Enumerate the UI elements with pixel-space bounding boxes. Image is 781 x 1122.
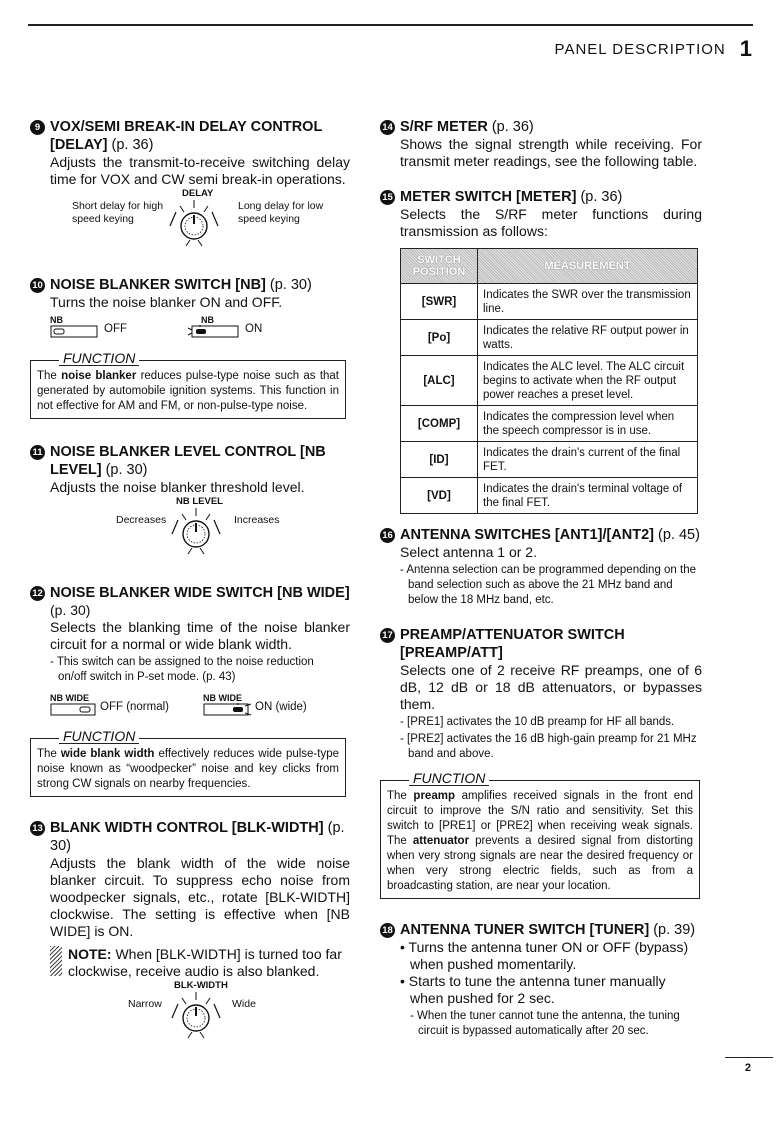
right-column <box>380 118 702 1057</box>
item-number: 15 <box>380 190 395 205</box>
nb-wide-switch-diagram <box>50 693 350 720</box>
switch-label: NB <box>201 315 214 325</box>
page-ref: (p. 39) <box>653 922 696 938</box>
top-rule <box>28 24 753 26</box>
item-title: METER SWITCH [METER] <box>400 189 577 205</box>
table-cell-position: [ID] <box>401 442 478 478</box>
item-title: NOISE BLANKER SWITCH [NB] <box>50 277 266 293</box>
function-text-pre: The <box>37 370 62 382</box>
knob-icon <box>170 506 222 562</box>
item-number: 13 <box>30 821 45 836</box>
table-cell-measurement: Indicates the ALC level. The ALC circuit begins to activate when the RF output power reaches a preset level. <box>478 356 698 406</box>
function-text: effectively reduces wide pulse-type noise known as “woodpecker” noise and key clicks from strong CW signals on nearby frequencies. <box>37 748 340 790</box>
table-cell-position: [ALC] <box>401 356 478 406</box>
item-description: Selects one of 2 receive RF preamps, one of 6 dB, 12 dB or 18 dB attenuators, or bypasses them. <box>400 662 702 712</box>
page-ref: (p. 30) <box>50 602 91 618</box>
footer-rule <box>725 1057 773 1058</box>
item-title: ANTENNA SWITCHES [ANT1]/[ANT2] <box>400 527 655 543</box>
switch-on-icon <box>203 703 253 717</box>
page-ref: (p. 30) <box>269 277 312 293</box>
item-nb-level <box>30 443 350 566</box>
item-description: Selects the S/RF meter functions during transmission as follows: <box>400 206 702 239</box>
nb-switch-diagram <box>50 315 350 342</box>
item-sub-note: - When the tuner cannot tune the antenna, the tuning circuit is bypassed automatically after 20 sec. <box>410 1010 680 1037</box>
page-ref: (p. 30) <box>105 462 148 478</box>
switch-on-label: ON <box>245 322 263 335</box>
blk-width-knob-diagram <box>50 980 350 1050</box>
table-row <box>401 320 698 356</box>
item-title: PREAMP/ATTENUATOR SWITCH [PREAMP/ATT] <box>400 627 625 661</box>
item-preamp-att <box>380 626 702 762</box>
item-delay-control <box>30 118 350 258</box>
item-sub-note: - [PRE1] activates the 10 dB preamp for HF all bands. <box>400 716 675 728</box>
item-title: ANTENNA TUNER SWITCH [TUNER] <box>400 922 650 938</box>
function-bold: noise blanker <box>61 370 137 382</box>
function-title: FUNCTION <box>409 771 489 786</box>
switch-label: NB <box>50 315 63 325</box>
item-sub-note: - [PRE2] activates the 16 dB high-gain preamp for 21 MHz band and above. <box>400 733 697 760</box>
item-number: 14 <box>380 120 395 135</box>
function-box-noise-blanker <box>30 350 346 419</box>
bullet-item: • Turns the antenna tuner ON or OFF (bypass) when pushed momentarily. <box>400 939 689 972</box>
item-meter-switch <box>380 188 702 240</box>
item-description: Turns the noise blanker ON and OFF. <box>50 294 283 310</box>
table-cell-measurement: Indicates the relative RF output power in watts. <box>478 320 698 356</box>
page-header <box>555 36 753 62</box>
note-text: When [BLK-WIDTH] is turned too far clockwise, receive audio is also blanked. <box>68 946 342 979</box>
item-antenna-switches <box>380 526 702 608</box>
item-nb-switch <box>30 276 350 342</box>
knob-right-label: Increases <box>234 514 280 526</box>
function-text-pre: The <box>37 748 61 760</box>
function-text: reduces pulse-type noise such as that generated by automobile ignition systems. This function in not effective for AM and FM, or non-pulse-type noise. <box>37 370 339 412</box>
item-nb-wide <box>30 584 350 720</box>
function-title: FUNCTION <box>59 351 139 366</box>
table-cell-measurement: Indicates the drain's current of the final FET. <box>478 442 698 478</box>
item-title: BLANK WIDTH CONTROL [BLK-WIDTH] <box>50 820 324 836</box>
function-text: prevents a desired signal from distorting when very strong signals are near the desired frequency or when very strong electric fields, such as from a broadcasting station, are near your location. <box>387 835 693 892</box>
item-title: VOX/SEMI BREAK-IN DELAY CONTROL [DELAY] <box>50 119 323 153</box>
knob-title: DELAY <box>182 188 214 199</box>
function-text: amplifies received signals in the front end circuit to improve the S/N ratio and sensitivity. Set this switch to [PRE1] or [PRE2] when receiving weak signals. The <box>387 790 693 847</box>
knob-left-label: Narrow <box>128 998 162 1010</box>
table-row <box>401 356 698 406</box>
knob-title: NB LEVEL <box>176 496 223 507</box>
page-ref: (p. 36) <box>580 189 623 205</box>
knob-title: BLK-WIDTH <box>174 980 228 991</box>
item-antenna-tuner <box>380 921 702 1039</box>
item-number: 17 <box>380 628 395 643</box>
item-description: Adjusts the transmit-to-receive switching delay time for VOX and CW semi break-in operations. <box>50 154 350 187</box>
page-ref: (p. 36) <box>491 119 534 135</box>
item-sub-note-cont: on/off switch in P-set mode. (p. 43) <box>58 671 236 683</box>
chapter-number: 1 <box>739 36 753 61</box>
item-sub-note: - Antenna selection can be programmed depending on the band selection such as above the 21 MHz band and below the 18 MHz band, etc. <box>400 564 697 606</box>
item-number: 16 <box>380 528 395 543</box>
switch-label: NB WIDE <box>203 693 242 703</box>
function-text-pre: The <box>387 790 414 802</box>
item-number: 12 <box>30 586 45 601</box>
function-box-wide-blank <box>30 728 346 797</box>
item-blk-width <box>30 819 350 1050</box>
table-cell-position: [Po] <box>401 320 478 356</box>
meter-function-table <box>400 248 698 514</box>
left-column <box>30 118 350 1068</box>
knob-icon <box>168 198 220 254</box>
switch-label: NB WIDE <box>50 693 89 703</box>
delay-knob-diagram <box>50 188 350 258</box>
item-sub-note: - This switch can be assigned to the noise reduction <box>50 656 314 668</box>
switch-off-icon <box>50 703 96 717</box>
table-row <box>401 442 698 478</box>
item-srf-meter <box>380 118 702 170</box>
page-ref: (p. 30) <box>50 820 345 854</box>
knob-right-label: Long delay for low speed keying <box>238 200 324 225</box>
item-number: 9 <box>30 120 45 135</box>
bullet-item: • Starts to tune the antenna tuner manually when pushed for 2 sec. <box>400 973 666 1006</box>
switch-off-label: OFF (normal) <box>100 700 169 713</box>
item-description: Select antenna 1 or 2. <box>400 544 537 560</box>
item-number: 18 <box>380 923 395 938</box>
function-box-preamp <box>380 770 700 899</box>
note-icon <box>50 946 62 976</box>
switch-off-label: OFF <box>104 322 127 335</box>
item-number: 10 <box>30 278 45 293</box>
table-cell-measurement: Indicates the compression level when the speech compressor is in use. <box>478 406 698 442</box>
table-row <box>401 284 698 320</box>
note-label: NOTE: <box>68 946 112 962</box>
item-description: Adjusts the blank width of the wide noise blanker circuit. To suppress echo noise from woodpecker signals, etc., rotate [BLK-WIDTH] clockwise. The setting is effective when [NB WIDE] is ON. <box>50 855 350 939</box>
table-row <box>401 406 698 442</box>
knob-left-label: Short delay for high speed keying <box>72 200 164 225</box>
item-number: 11 <box>30 445 45 460</box>
function-bold: attenuator <box>412 835 470 847</box>
page-ref: (p. 45) <box>658 527 700 543</box>
header-title: PANEL DESCRIPTION <box>554 41 726 58</box>
item-description: Shows the signal strength while receiving. For transmit meter readings, see the following table. <box>400 136 702 169</box>
item-title: NOISE BLANKER WIDE SWITCH [NB WIDE] <box>50 585 350 601</box>
function-title: FUNCTION <box>59 729 139 744</box>
note-block <box>50 946 350 980</box>
table-cell-position: [SWR] <box>401 284 478 320</box>
switch-on-label: ON (wide) <box>255 700 307 713</box>
switch-off-icon <box>50 325 102 339</box>
table-header-measurement: MEASUREMENT <box>478 249 698 284</box>
table-cell-position: [VD] <box>401 478 478 514</box>
item-description: Adjusts the noise blanker threshold level. <box>50 479 305 495</box>
knob-icon <box>170 990 222 1046</box>
table-cell-measurement: Indicates the drain's terminal voltage of the final FET. <box>478 478 698 514</box>
knob-left-label: Decreases <box>116 514 167 526</box>
item-title: NOISE BLANKER LEVEL CONTROL [NB LEVEL] <box>50 444 326 478</box>
item-description: Selects the blanking time of the noise blanker circuit for a normal or wide blank width. <box>50 619 350 652</box>
function-bold: preamp <box>413 790 455 802</box>
table-cell-measurement: Indicates the SWR over the transmission line. <box>478 284 698 320</box>
table-row <box>401 478 698 514</box>
switch-on-icon <box>187 325 239 339</box>
table-cell-position: [COMP] <box>401 406 478 442</box>
page-ref: (p. 36) <box>111 137 154 153</box>
page-number: 2 <box>744 1062 751 1074</box>
item-title: S/RF METER <box>400 119 488 135</box>
function-bold: wide blank width <box>60 748 155 760</box>
table-header-position: SWITCH POSITION <box>401 249 478 284</box>
knob-right-label: Wide <box>232 998 256 1010</box>
nb-level-knob-diagram <box>50 496 350 566</box>
